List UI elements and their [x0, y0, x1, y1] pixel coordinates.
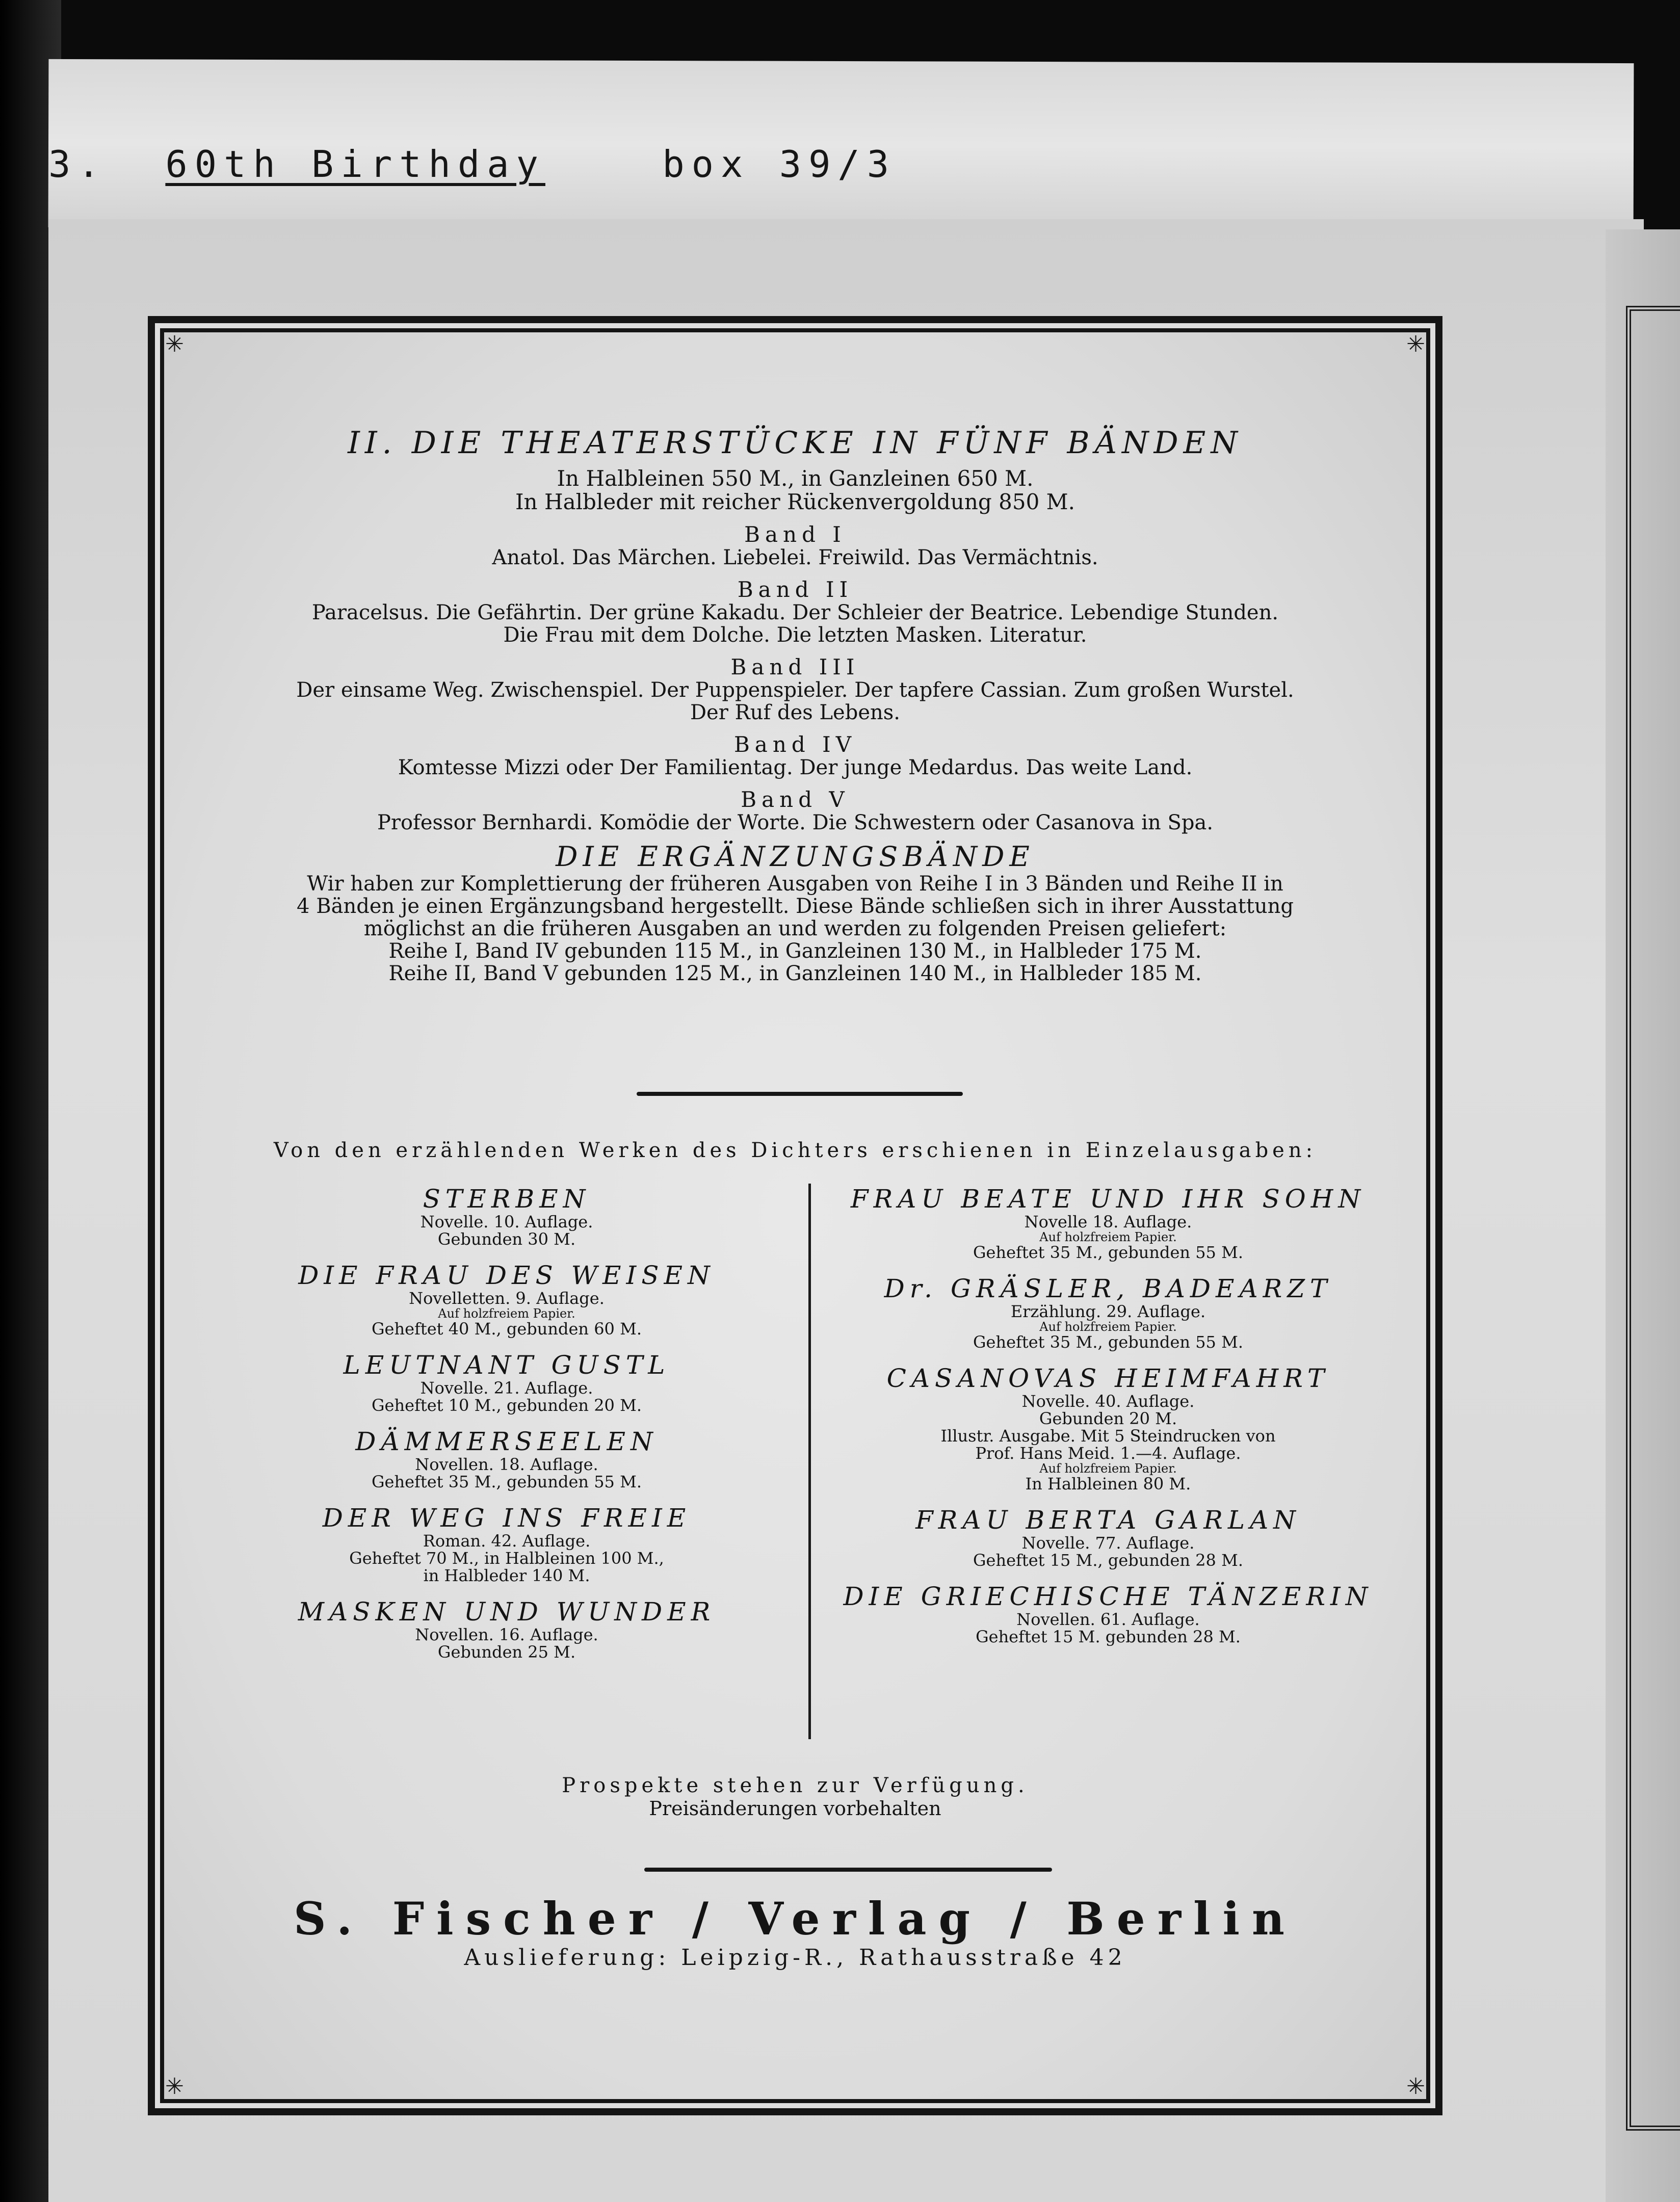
work-title: LEUTNANT GUSTL	[343, 1350, 670, 1380]
works-column-left	[216, 1185, 797, 1674]
divider-rule	[644, 1868, 1052, 1872]
work-detail: Prof. Hans Meid. 1.—4. Auflage.	[975, 1444, 1241, 1463]
work-title: STERBEN	[423, 1184, 591, 1214]
advertisement-page	[148, 316, 1442, 2115]
work-detail: Novelletten. 9. Auflage.	[409, 1289, 605, 1308]
archive-label-prefix: 3.	[48, 143, 107, 186]
work-entry	[818, 1582, 1399, 1645]
volume-contents: Professor Bernhardi. Komödie der Worte. Die Schwestern oder Casanova in Spa.	[377, 811, 1214, 834]
work-detail: Roman. 42. Auflage.	[423, 1531, 591, 1551]
work-entry	[818, 1364, 1399, 1492]
volume-label: Band I	[744, 522, 846, 547]
work-entry	[216, 1185, 797, 1248]
work-detail: Geheftet 35 M., gebunden 55 M.	[371, 1472, 642, 1491]
work-detail: Novelle. 77. Auflage.	[1021, 1533, 1195, 1553]
work-detail: Novellen. 18. Auflage.	[415, 1455, 598, 1474]
work-detail: Illustr. Ausgabe. Mit 5 Steindrucken von	[940, 1426, 1276, 1446]
work-title: DER WEG INS FREIE	[322, 1503, 691, 1533]
corner-ornament-icon: ✳	[1406, 2074, 1425, 2100]
footer-notes	[155, 1774, 1435, 1820]
supplement-text	[155, 873, 1435, 985]
work-title: CASANOVAS HEIMFAHRT	[886, 1364, 1330, 1393]
work-detail: Gebunden 25 M.	[437, 1642, 576, 1662]
supplement-line: Wir haben zur Komplettierung der früheren Ausgaben von Reihe I in 3 Bänden und Reihe II in	[307, 872, 1283, 896]
work-entry	[216, 1351, 797, 1414]
divider-rule	[637, 1092, 963, 1096]
volume-contents: Der Ruf des Lebens.	[690, 701, 900, 724]
corner-ornament-icon: ✳	[165, 331, 184, 357]
work-detail: in Halbleder 140 M.	[423, 1566, 590, 1585]
work-title: Dr. GRÄSLER, BADEARZT	[884, 1274, 1332, 1303]
volume-label: Band II	[737, 577, 853, 602]
work-entry	[216, 1597, 797, 1661]
adjacent-sheet-border	[1626, 306, 1680, 2131]
work-entry	[216, 1504, 797, 1584]
volume-label: Band V	[741, 787, 850, 812]
work-price: Geheftet 35 M., gebunden 55 M.	[973, 1332, 1244, 1352]
work-title: MASKEN UND WUNDER	[298, 1597, 716, 1627]
theater-section	[155, 425, 1435, 985]
supplement-line: Reihe II, Band V gebunden 125 M., in Ganzleinen 140 M., in Halbleder 185 M.	[388, 962, 1202, 985]
corner-ornament-icon: ✳	[1406, 331, 1425, 357]
corner-ornament-icon: ✳	[165, 2074, 184, 2100]
work-detail: Novelle 18. Auflage.	[1024, 1212, 1192, 1231]
work-detail: Geheftet 15 M. gebunden 28 M.	[976, 1627, 1241, 1646]
work-entry	[216, 1427, 797, 1490]
volume-contents: Der einsame Weg. Zwischenspiel. Der Puppenspieler. Der tapfere Cassian. Zum großen Wurstel.	[296, 678, 1294, 702]
volume-list	[155, 523, 1435, 834]
publisher-address: Auslieferung: Leipzig-R., Rathausstraße 42	[464, 1945, 1126, 1971]
work-paper-note: Auf holzfreiem Papier.	[438, 1306, 575, 1321]
theater-heading: II. DIE THEATERSTÜCKE IN FÜNF BÄNDEN	[348, 425, 1243, 461]
supplement-heading: DIE ERGÄNZUNGSBÄNDE	[556, 841, 1035, 873]
volume-contents: Komtesse Mizzi oder Der Familientag. Der junge Medardus. Das weite Land.	[398, 756, 1193, 779]
work-paper-note: Auf holzfreiem Papier.	[1039, 1461, 1177, 1476]
work-title: FRAU BEATE UND IHR SOHN	[850, 1184, 1366, 1214]
work-price: In Halbleinen 80 M.	[1025, 1474, 1191, 1493]
work-price: Geheftet 35 M., gebunden 55 M.	[973, 1243, 1244, 1262]
price-line: In Halbleder mit reicher Rückenvergoldung 850 M.	[515, 489, 1075, 514]
prospectus-note: Prospekte stehen zur Verfügung.	[562, 1774, 1029, 1797]
work-detail: Novelle. 21. Auflage.	[420, 1378, 593, 1398]
supplement-line: 4 Bänden je einen Ergänzungsband hergestellt. Diese Bände schließen sich in ihrer Ausstattung	[297, 895, 1294, 918]
work-detail: Gebunden 30 M.	[437, 1229, 576, 1249]
theater-prices	[155, 467, 1435, 514]
volume-label: Band IV	[733, 732, 857, 757]
supplement-line: möglichst an die früheren Ausgaben an und werden zu folgenden Preisen geliefert:	[363, 917, 1227, 940]
work-entry	[818, 1274, 1399, 1351]
work-entry	[818, 1185, 1399, 1261]
work-title: FRAU BERTA GARLAN	[915, 1505, 1301, 1535]
work-detail: Geheftet 10 M., gebunden 20 M.	[371, 1396, 642, 1415]
volume-contents: Anatol. Das Märchen. Liebelei. Freiwild. Das Vermächtnis.	[492, 546, 1098, 569]
price-change-note: Preisänderungen vorbehalten	[649, 1797, 941, 1820]
work-entry	[216, 1261, 797, 1338]
work-paper-note: Auf holzfreiem Papier.	[1039, 1230, 1177, 1244]
work-title: DÄMMERSEELEN	[355, 1427, 658, 1456]
work-detail: Novellen. 16. Auflage.	[415, 1625, 598, 1644]
work-detail: Geheftet 15 M., gebunden 28 M.	[973, 1551, 1244, 1570]
work-detail: Novelle. 10. Auflage.	[420, 1212, 593, 1231]
price-line: In Halbleinen 550 M., in Ganzleinen 650 M.	[557, 466, 1034, 491]
work-detail: Geheftet 70 M., in Halbleinen 100 M.,	[349, 1549, 664, 1568]
work-detail: Novelle. 40. Auflage.	[1021, 1392, 1195, 1411]
publisher-block	[155, 1893, 1435, 1972]
work-detail: Gebunden 20 M.	[1039, 1409, 1177, 1428]
volume-contents: Die Frau mit dem Dolche. Die letzten Masken. Literatur.	[503, 623, 1087, 647]
publisher-name: S. Fischer / Verlag / Berlin	[294, 1892, 1297, 1945]
narrative-works-intro: Von den erzählenden Werken des Dichters erschienen in Einzelausgaben:	[273, 1139, 1317, 1162]
work-detail: Novellen. 61. Auflage.	[1016, 1610, 1200, 1629]
work-title: DIE GRIECHISCHE TÄNZERIN	[843, 1582, 1373, 1611]
volume-contents: Paracelsus. Die Gefährtin. Der grüne Kakadu. Der Schleier der Beatrice. Lebendige Stunden.	[311, 601, 1279, 624]
archive-label-box: box 39/3	[662, 143, 897, 186]
archive-label-title: 60th Birthday	[165, 143, 545, 186]
archive-label	[48, 143, 896, 186]
work-title: DIE FRAU DES WEISEN	[298, 1261, 715, 1290]
work-entry	[818, 1506, 1399, 1569]
work-paper-note: Auf holzfreiem Papier.	[1039, 1320, 1177, 1334]
work-price: Geheftet 40 M., gebunden 60 M.	[371, 1319, 642, 1339]
work-detail: Erzählung. 29. Auflage.	[1010, 1302, 1206, 1321]
volume-label: Band III	[730, 654, 860, 679]
supplement-line: Reihe I, Band IV gebunden 115 M., in Ganzleinen 130 M., in Halbleder 175 M.	[388, 939, 1202, 963]
works-column-right	[818, 1185, 1399, 1659]
column-divider	[808, 1184, 811, 1739]
